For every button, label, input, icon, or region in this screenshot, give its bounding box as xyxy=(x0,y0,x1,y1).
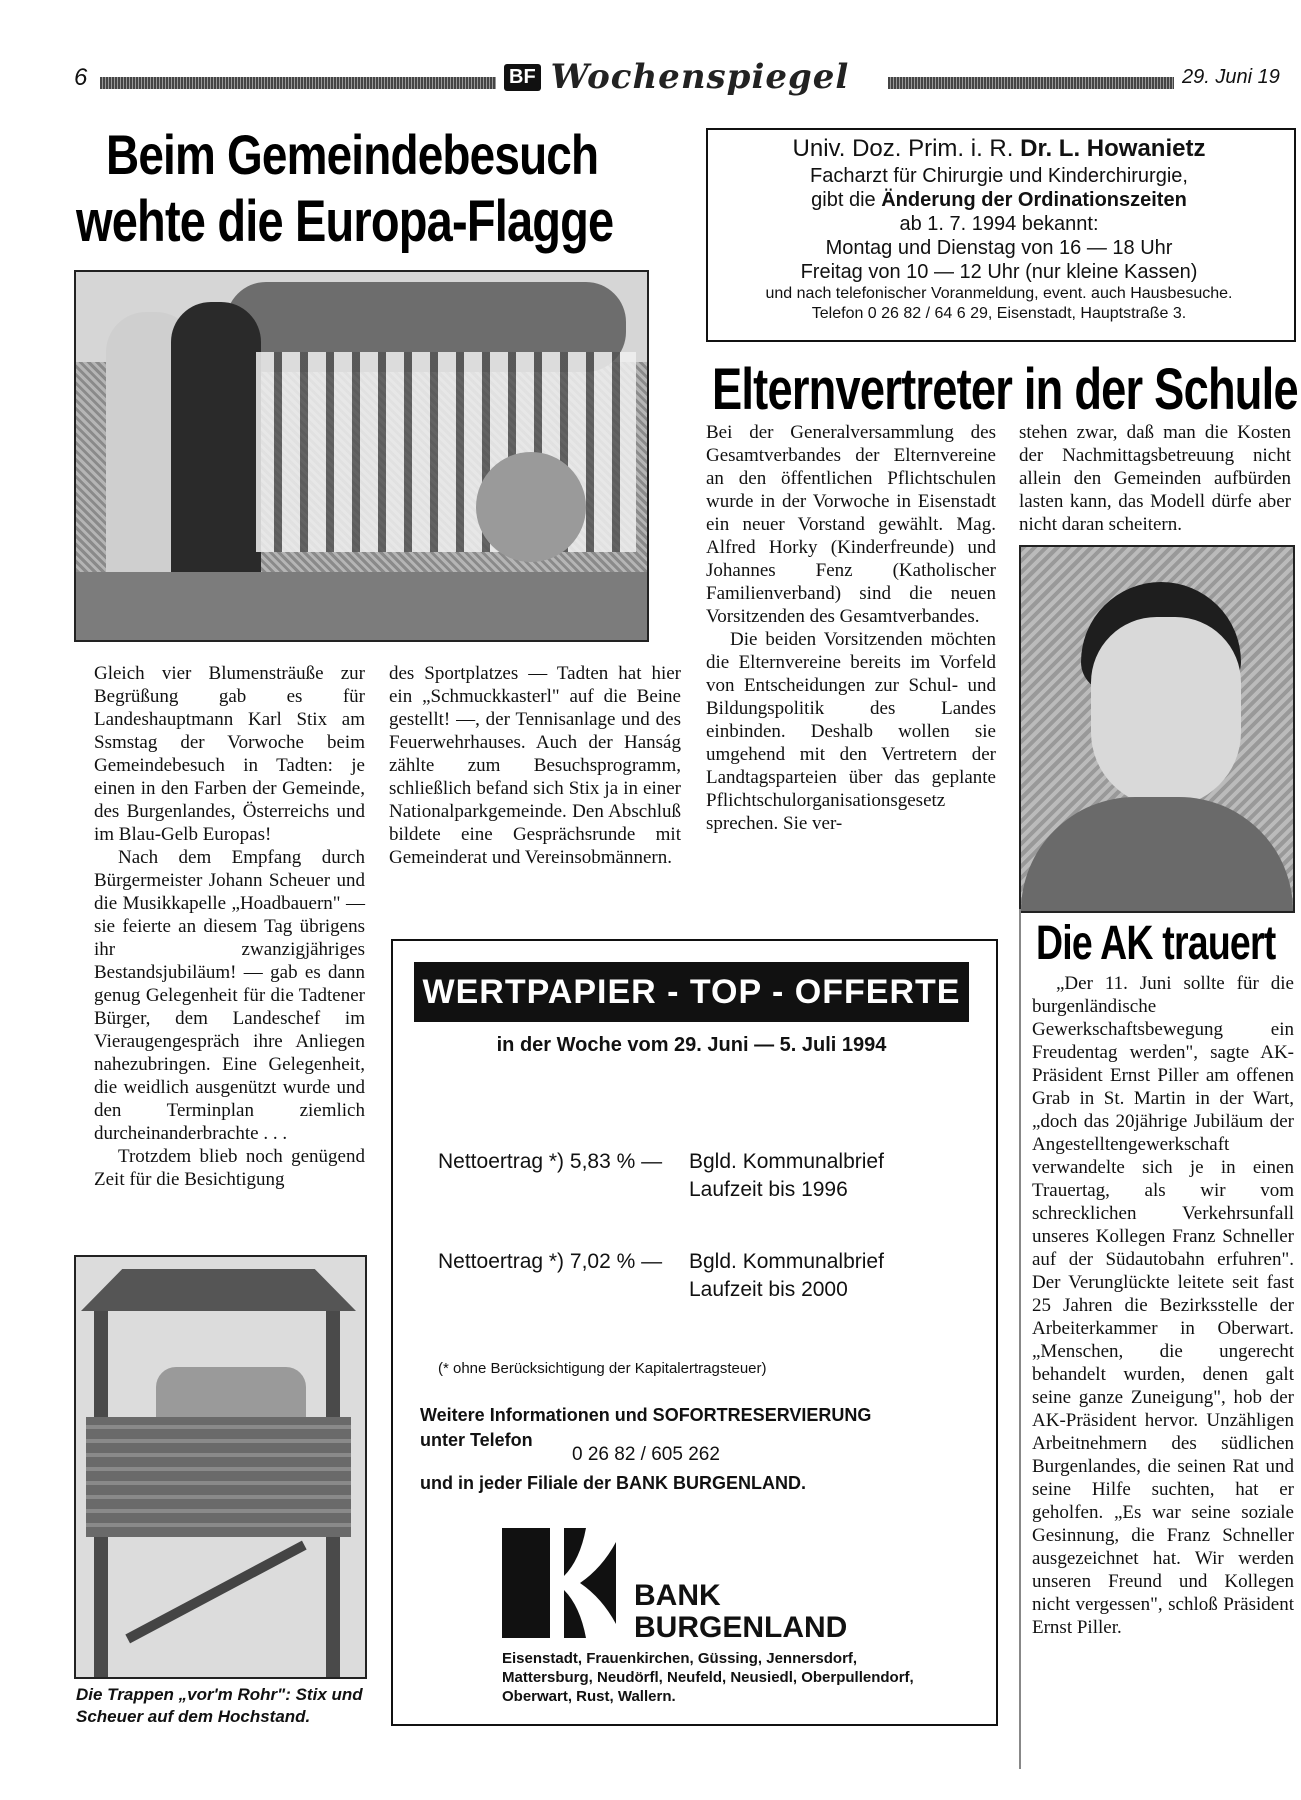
doctor-ad-line2: Facharzt für Chirurgie und Kinderchirurgie, xyxy=(810,165,1188,187)
offer-1-term: Laufzeit bis 1996 xyxy=(689,1178,848,1201)
tower-crossbeam xyxy=(125,1541,306,1644)
doctor-ad-phone: Telefon 0 26 82 / 64 6 29, Eisenstadt, Hauptstraße 3. xyxy=(811,305,1187,322)
article3-text xyxy=(1032,972,1294,1639)
article1-column1 xyxy=(94,662,365,1191)
doctor-ad-line3 xyxy=(710,188,1288,212)
portrait-face xyxy=(1091,617,1241,807)
article1-paragraph: Nach dem Empfang durch Bürgermeister Johann Scheuer und die Musikkapelle „Hoadbauern" — sie feierte an diesem Tag übrigens ihr zwanzigjähriges Bestandsjubiläum! — gab es dann genug Gelegenheit für die Tadtener Bürger, dem Landeschef im Vieraugengespräch ihre Anliegen nahezubringen. Eine Gelegenheit, die weidlich ausgenützt wurde und den Terminplan ziemlich durcheinanderbrachte . . . xyxy=(94,847,365,1144)
photo-caption: Die Trappen „vor'm Rohr": Stix und Scheuer auf dem Hochstand. xyxy=(76,1685,363,1726)
logo-badge: BF xyxy=(504,64,541,91)
article1-paragraph: Trotzdem blieb noch genügend Zeit für die Besichtigung xyxy=(94,1146,365,1190)
bank-ad-info2: unter Telefon xyxy=(420,1430,533,1450)
doctor-ad-line3-bold: Änderung der Ordinationszeiten xyxy=(881,189,1187,211)
bank-logo-mark xyxy=(502,1528,616,1638)
offer-1-label: Nettoertrag *) 5,83 % — xyxy=(438,1150,663,1173)
bank-ad-subtitle: in der Woche vom 29. Juni — 5. Juli 1994 xyxy=(496,1034,887,1056)
doctor-ad-line3-prefix: gibt die xyxy=(811,189,876,211)
article1-paragraph: Gleich vier Blumensträuße zur Begrüßung gab es für Landeshauptmann Karl Stix am Ssmstag der Vorwoche beim Gemeindebesuch in Tadten: je einen in den Farben der Gemeinde, des Burgenlandes, Österreichs und im Blau-Gelb Europas! xyxy=(94,663,365,845)
article3-headline: Die AK trauert xyxy=(1036,917,1276,970)
offer-2-product: Bgld. Kommunalbrief xyxy=(689,1250,884,1273)
issue-date: 29. Juni 19 xyxy=(1182,66,1280,88)
doctor-ad-line7: und nach telefonischer Voranmeldung, event. auch Hausbesuche. xyxy=(765,285,1233,302)
bank-ad-phone: 0 26 82 / 605 262 xyxy=(572,1444,720,1465)
header-rule-right xyxy=(888,77,1174,89)
article3-paragraph: „Der 11. Juni sollte für die burgenländische Gewerkschaftsbewegung ein Freudentag werden", sagte AK-Präsident Ernst Piller am offenen Grab in St. Martin in der Wart, „doch das 20jährige Jubiläum der Angestelltengewerkschaft verwandelte sich je in einen Trauertag, als wir vom schrecklichen Verkehrsunfall unseres Kollegen Franz Schneller auf der Südautobahn erfuhren". Der Verunglückte leitete seit fast 25 Jahren die Bezirksstelle der Arbeiterkammer in Oberwart. „Menschen, die ungerecht behandelt wurden, denen galt seine ganze Zuneigung", hob der AK-Präsident hervor. Unzähligen Arbeitnehmern des südlichen Burgenlandes, die seinen Rat und seine Hilfe suchten, hat er geholfen. „Es war seine soziale Gesinnung, die Franz Schneller ausgezeichnet hat. Wir werden unseren Freund und Kollegen nicht vergessen", schloß Präsident Ernst Piller. xyxy=(1032,973,1294,1638)
photo-flowers xyxy=(476,452,586,562)
doctor-ad-line1 xyxy=(710,134,1288,164)
doctor-ad-hours2: Freitag von 10 — 12 Uhr (nur kleine Kassen) xyxy=(800,261,1198,283)
offer-2-label: Nettoertrag *) 7,02 % — xyxy=(438,1250,663,1273)
article2-headline: Elternvertreter in der Schule xyxy=(712,357,1298,422)
doctor-title: Univ. Doz. Prim. i. R. xyxy=(792,135,1014,162)
tower-roof xyxy=(81,1269,356,1311)
article1-column2 xyxy=(389,662,681,869)
doctor-ad-line4: ab 1. 7. 1994 bekannt: xyxy=(899,213,1099,235)
doctor-name: Dr. L. Howanietz xyxy=(1020,135,1206,162)
offer-2-term: Laufzeit bis 2000 xyxy=(689,1278,848,1301)
page-number: 6 xyxy=(74,64,88,91)
photo-portrait xyxy=(1019,545,1295,913)
bank-name-line1: BANK xyxy=(634,1579,721,1612)
article1-paragraph: des Sportplatzes — Tadten hat hier ein „Schmuckkasterl" auf die Beine gestellt! —, der Tennisanlage und des Feuerwehrhauses. Auch der Hanság zählte zum Besuchsprogramm, schließlich befand sich Stix ja in einer Nationalparkgemeinde. Den Abschluß bildete eine Gesprächsrunde mit Gemeinderat und Vereinsobmännern. xyxy=(389,663,681,868)
doctor-ad-hours1: Montag und Dienstag von 16 — 18 Uhr xyxy=(825,237,1173,259)
article2-paragraph: stehen zwar, daß man die Kosten der Nachmittagsbetreuung nicht allein den Gemeinden aufbürden lasten kann, das Modell dürfe aber nicht daran scheitern. xyxy=(1019,422,1291,535)
article2-column2 xyxy=(1019,421,1291,536)
bank-name-line2: BURGENLAND xyxy=(634,1611,848,1644)
offer-1-product: Bgld. Kommunalbrief xyxy=(689,1150,884,1173)
bank-ad-info1: Weitere Informationen und SOFORTRESERVIERUNG xyxy=(420,1405,872,1425)
bank-branches: Eisenstadt, Frauenkirchen, Güssing, Jennersdorf, Mattersburg, Neudörfl, Neufeld, Neusiedl, Oberpullendorf, Oberwart, Rust, Wallern. xyxy=(502,1650,914,1705)
bank-ad-title: WERTPAPIER - TOP - OFFERTE xyxy=(414,962,969,1022)
photo-ground xyxy=(76,572,647,640)
doctor-ad-text xyxy=(710,134,1288,324)
article2-paragraph: Die beiden Vorsitzenden möchten die Elternvereine bereits im Vorfeld von Entscheidungen zur Schul- und Bildungspolitik des Landes einbinden. Deshalb wollen sie umgehend mit den Vertretern der Landtagsparteien über das geplante Pflichtschulorganisationsgesetz sprechen. Sie ver- xyxy=(706,629,996,834)
article2-paragraph: Bei der Generalversammlung des Gesamtverbandes der Elternvereine an den öffentlichen Pflichtschulen wurde in der Vorwoche in Eisenstadt ein neuer Vorstand gewählt. Mag. Alfred Horky (Kinderfreunde) und Johannes Fenz (Katholischer Familienverband) sind die neuen Vorsitzenden des Gesamtverbandes. xyxy=(706,422,996,627)
tower-railing xyxy=(86,1417,351,1537)
photo-watchtower xyxy=(74,1255,367,1679)
publication-logo xyxy=(504,54,884,100)
header-rule-left xyxy=(100,77,496,89)
publication-title: Wochenspiegel xyxy=(550,57,850,97)
article1-headline-line1: Beim Gemeindebesuch xyxy=(106,123,599,186)
bank-logo-icon xyxy=(502,1528,616,1638)
photo-reception xyxy=(74,270,649,642)
bank-ad-footnote: (* ohne Berücksichtigung der Kapitalertragsteuer) xyxy=(438,1360,767,1377)
bank-ad-info3: und in jeder Filiale der BANK BURGENLAND. xyxy=(420,1473,807,1493)
article3-divider xyxy=(1019,909,1021,1769)
article2-column1 xyxy=(706,421,996,835)
article1-headline-line2: wehte die Europa-Flagge xyxy=(76,189,614,254)
